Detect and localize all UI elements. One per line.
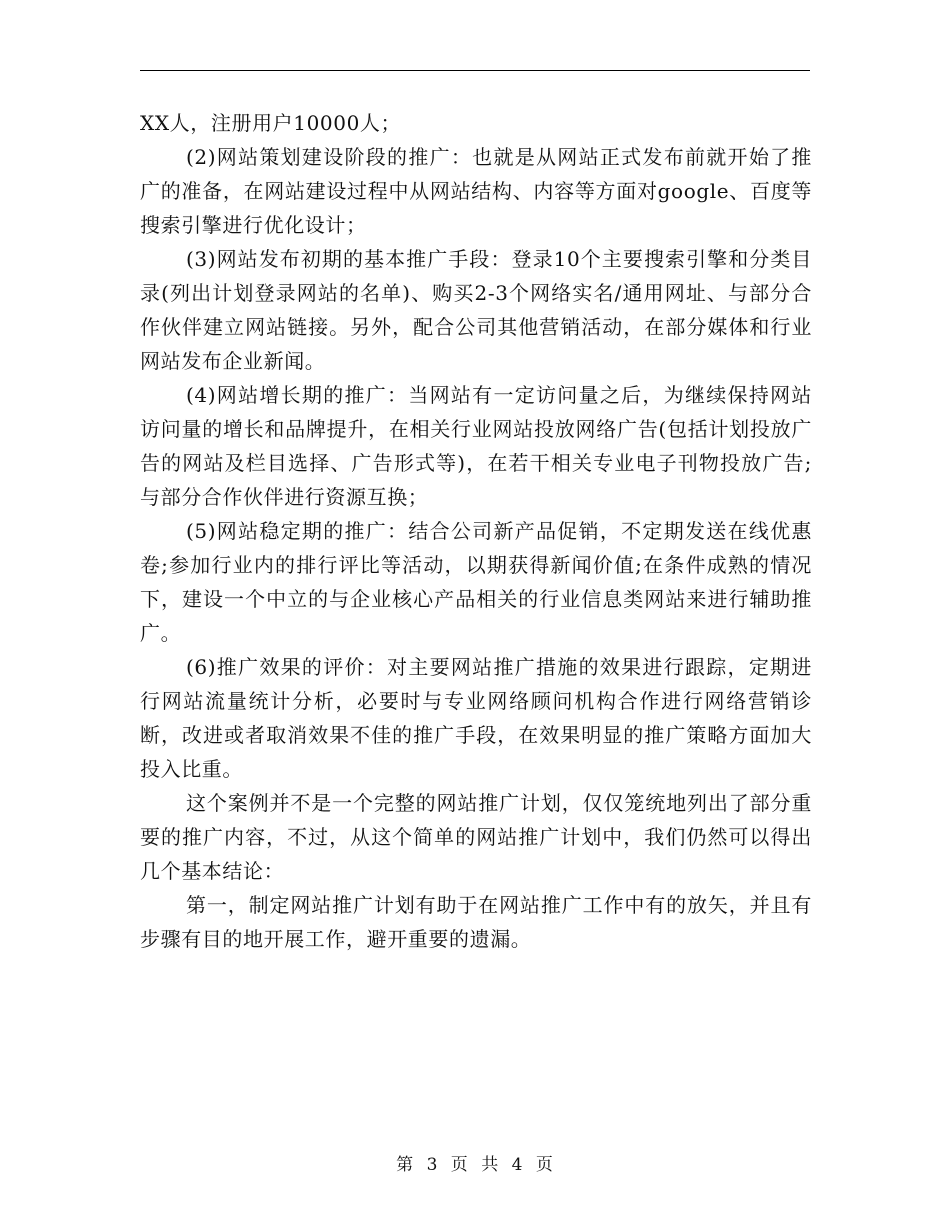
paragraph-stage-3: (3)网站发布初期的基本推广手段：登录10个主要搜索引擎和分类目录(列出计划登录网站的名单)、购买2-3个网络实名/通用网址、与部分合作伙伴建立网站链接。另外，配合公司其他营销活动，在部分媒体和行业网站发布企业新闻。 <box>140 247 812 373</box>
header-rule <box>140 70 810 71</box>
paragraph-stage-5: (5)网站稳定期的推广：结合公司新产品促销，不定期发送在线优惠卷;参加行业内的排行评比等活动，以期获得新闻价值;在条件成熟的情况下，建设一个中立的与企业核心产品相关的行业信息类网站来进行辅助推广。 <box>140 519 812 645</box>
paragraph-stage-2: (2)网站策划建设阶段的推广：也就是从网站正式发布前就开始了推广的准备，在网站建设过程中从网站结构、内容等方面对google、百度等搜索引擎进行优化设计； <box>140 145 812 237</box>
paragraph-stage-6: (6)推广效果的评价：对主要网站推广措施的效果进行跟踪，定期进行网站流量统计分析，必要时与专业网络顾问机构合作进行网络营销诊断，改进或者取消效果不佳的推广手段，在效果明显的推广策略方面加大投入比重。 <box>140 655 812 781</box>
paragraph-summary: 这个案例并不是一个完整的网站推广计划，仅仅笼统地列出了部分重要的推广内容，不过，从这个简单的网站推广计划中，我们仍然可以得出几个基本结论： <box>140 791 812 883</box>
paragraph-continuation: XX人，注册用户10000人； <box>140 111 402 135</box>
paragraph-conclusion-1: 第一，制定网站推广计划有助于在网站推广工作中有的放矢，并且有步骤有目的地开展工作，避开重要的遗漏。 <box>140 893 812 951</box>
paragraph-stage-4: (4)网站增长期的推广：当网站有一定访问量之后，为继续保持网站访问量的增长和品牌提升，在相关行业网站投放网络广告(包括计划投放广告的网站及栏目选择、广告形式等)，在若干相关专业电子刊物投放广告;与部分合作伙伴进行资源互换； <box>140 383 812 509</box>
page-number-footer: 第 3 页 共 4 页 <box>396 1155 554 1175</box>
document-body <box>140 106 812 956</box>
